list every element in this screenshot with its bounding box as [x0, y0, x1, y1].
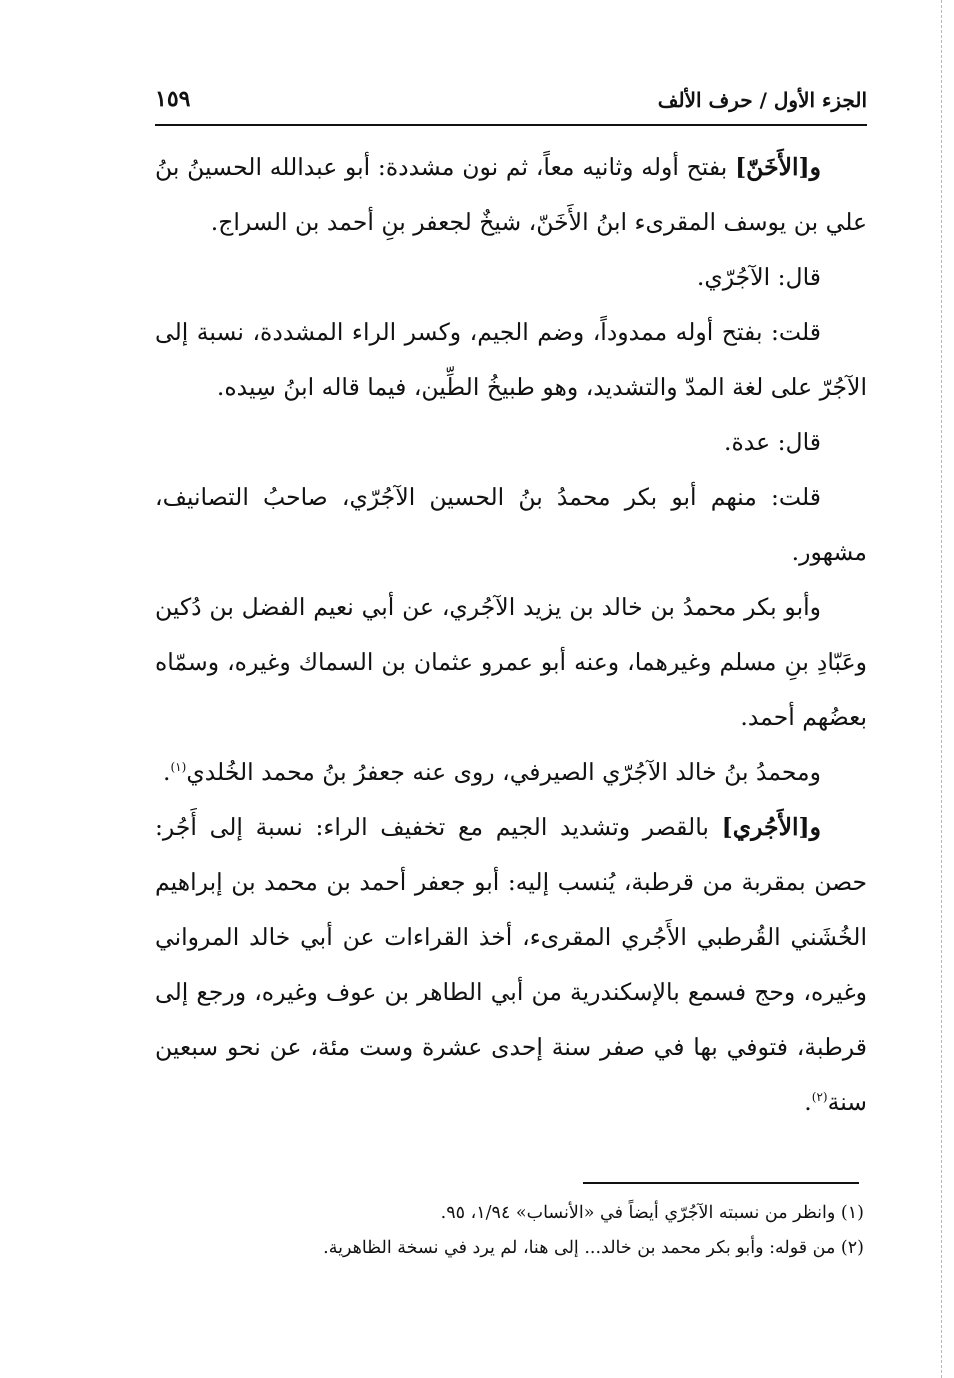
entry-heading: و[الأَجُري]	[721, 813, 821, 841]
main-text	[155, 140, 867, 1130]
paragraph-qala-ajurri	[155, 250, 867, 305]
paragraph-text: بفتح أوله وثانيه معاً، ثم نون مشددة: أبو عبدالله الحسينُ بنُ علي بن يوسف المقرىء ابنُ الأَخَنّ، شيخٌ لجعفر بنِ أحمد بن السراج.	[155, 153, 867, 236]
footnote-rule	[583, 1182, 859, 1184]
paragraph-text: بالقصر وتشديد الجيم مع تخفيف الراء: نسبة إلى أَجُر: حصن بمقربة من قرطبة، يُنسب إليه: أبو جعفر أحمد بن محمد بن إبراهيم الخُشَني القُرطبي الأَجُري المقرىء، أخذ القراءات عن أبي خالد المرواني وغيره، وحج فسمع بالإسكندرية من أبي الطاهر بن عوف وغيره، ورجع إلى قرطبة، فتوفي بها في صفر سنة إحدى عشرة وست مئة، عن نحو سبعين سنة	[155, 813, 867, 1116]
running-header	[155, 84, 867, 120]
paragraph-entry-ajuri	[155, 800, 867, 1130]
footnotes	[200, 1196, 864, 1266]
paragraph-text: قال: الآجُرّي.	[696, 263, 821, 291]
paragraph-abu-bakr	[155, 580, 867, 745]
footnote-ref-2[interactable]: (٢)	[811, 1090, 828, 1105]
header-rule	[155, 124, 867, 126]
running-header-title: الجزء الأول / حرف الألف	[657, 88, 867, 112]
paragraph-text: ومحمدُ بنُ خالد الآجُرّي الصيرفي، روى عنه جعفرُ بنُ محمد الخُلدي	[186, 758, 821, 786]
paragraph-text: قال: عدة.	[724, 428, 821, 456]
paragraph-qultu-minhum	[155, 470, 867, 580]
paragraph-qala-idda	[155, 415, 867, 470]
paragraph-tail: .	[163, 758, 171, 786]
paragraph-qultu-nisba	[155, 305, 867, 415]
paragraph-text: وأبو بكر محمدُ بن خالد بن يزيد الآجُري، عن أبي نعيم الفضل بن دُكين وعَبّادِ بنِ مسلم وغيرهما، وعنه أبو عمرو عثمان بن السماك وغيره، وسمّاه بعضُهم أحمد.	[155, 593, 867, 731]
page-number: ١٥٩	[155, 86, 191, 112]
paragraph-muhammad-bin-khalid	[155, 745, 867, 800]
footnote-2: (٢) من قوله: وأبو بكر محمد بن خالد... إلى هنا، لم يرد في نسخة الظاهرية.	[323, 1238, 864, 1258]
paragraph-entry-akhann	[155, 140, 867, 250]
footnote-ref-1[interactable]: (١)	[170, 760, 187, 775]
entry-heading: و[الأَخَنّ]	[735, 153, 821, 181]
paragraph-text: قلت: بفتح أوله ممدوداً، وضم الجيم، وكسر الراء المشددة، نسبة إلى الآجُرّ على لغة المدّ والتشديد، وهو طبيخُ الطِّين، فيما قاله ابنُ سِيده.	[155, 318, 867, 401]
footnote-1: (١) وانظر من نسبته الآجُرّي أيضاً في «الأنساب» ١/٩٤، ٩٥.	[440, 1203, 864, 1223]
paragraph-text: قلت: منهم أبو بكر محمدُ بنُ الحسين الآجُرّي، صاحبُ التصانيف، مشهور.	[155, 483, 867, 566]
paragraph-tail: .	[804, 1088, 812, 1116]
page-edge-line	[941, 0, 942, 1378]
